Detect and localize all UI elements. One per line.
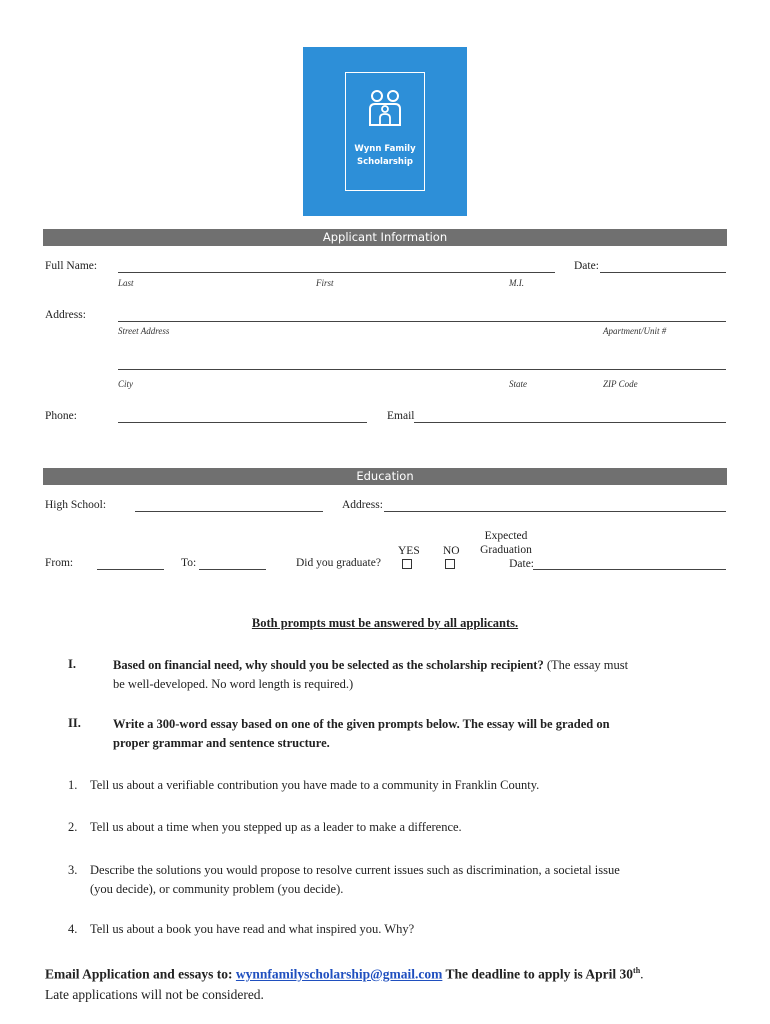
list-item-1-number: 1.	[68, 778, 78, 792]
apartment-caption: Apartment/Unit #	[603, 326, 667, 336]
first-name-caption: First	[316, 278, 334, 288]
city-state-zip-field[interactable]	[118, 369, 726, 370]
phone-field[interactable]	[118, 422, 367, 423]
address-label: Address:	[45, 309, 86, 321]
date-label: Date:	[574, 260, 599, 272]
section-header-applicant: Applicant Information	[43, 229, 727, 246]
logo-line-2: Scholarship	[356, 157, 413, 167]
list-item-2-number: 2.	[68, 820, 78, 834]
contact-email-link[interactable]: wynnfamilyscholarship@gmail.com	[235, 966, 443, 982]
from-label: From:	[45, 557, 74, 569]
street-address-field[interactable]	[118, 321, 726, 322]
list-item-3-text	[90, 861, 730, 899]
prompt-2-bold-a: Write a 300-word essay based on one of the given prompts below. The essay will be graded on	[113, 717, 610, 731]
prompts-heading: Both prompts must be answered by all applicants.	[251, 616, 519, 630]
graduated-yes-checkbox[interactable]	[402, 559, 412, 569]
graduate-question: Did you graduate?	[296, 557, 381, 569]
high-school-field[interactable]	[135, 511, 323, 512]
footer-late-notice: Late applications will not be considered.	[45, 986, 264, 1002]
list-item-3-number: 3.	[68, 863, 78, 877]
school-address-field[interactable]	[384, 511, 726, 512]
prompt-1-numeral: I.	[68, 657, 76, 671]
yes-label: YES	[398, 545, 420, 557]
middle-initial-caption: M.I.	[509, 278, 524, 288]
email-field[interactable]	[414, 422, 726, 423]
to-field[interactable]	[199, 569, 266, 570]
prompt-2-bold-b: proper grammar and sentence structure.	[113, 736, 330, 750]
list-item-4-number: 4.	[68, 922, 78, 936]
city-caption: City	[118, 379, 133, 389]
expected-graduation-label	[478, 529, 534, 571]
list-item-2-text: Tell us about a time when you stepped up as a leader to make a difference.	[90, 820, 462, 834]
email-label: Email	[387, 410, 415, 422]
zip-caption: ZIP Code	[603, 379, 638, 389]
expected-line-1: Expected	[484, 530, 528, 542]
logo-text	[303, 143, 467, 169]
to-label: To:	[181, 557, 197, 569]
prompt-1-text	[113, 656, 728, 694]
expected-line-2: Graduation	[480, 544, 532, 556]
school-address-label: Address:	[342, 499, 383, 511]
footer-deadline-end: .	[640, 966, 644, 982]
prompt-1-bold: Based on financial need, why should you be selected as the scholarship recipient?	[113, 658, 544, 672]
footer-email-prefix: Email Application and essays to:	[45, 966, 236, 982]
scholarship-logo	[303, 47, 467, 216]
graduated-no-checkbox[interactable]	[445, 559, 455, 569]
logo-line-1: Wynn Family	[354, 144, 416, 154]
full-name-field[interactable]	[118, 272, 555, 273]
prompt-1-normal-a: (The essay must	[543, 658, 629, 672]
full-name-label: Full Name:	[45, 260, 98, 272]
street-address-caption: Street Address	[118, 326, 170, 336]
prompt-2-text	[113, 715, 728, 753]
state-caption: State	[509, 379, 527, 389]
footer-deadline: The deadline to apply is April 30	[442, 966, 634, 982]
no-label: NO	[443, 545, 460, 557]
list-item-3-line-a: Describe the solutions you would propose to resolve current issues such as discrimination, a societal issue	[90, 863, 620, 877]
section-header-education: Education	[43, 468, 727, 485]
list-item-4-text: Tell us about a book you have read and what inspired you. Why?	[90, 922, 415, 936]
phone-label: Phone:	[45, 410, 77, 422]
from-field[interactable]	[97, 569, 164, 570]
prompt-2-numeral: II.	[68, 716, 81, 730]
list-item-3-line-b: (you decide), or community problem (you decide).	[90, 882, 344, 896]
high-school-label: High School:	[45, 499, 107, 511]
footer	[45, 961, 745, 1005]
date-field[interactable]	[600, 272, 726, 273]
list-item-1-text: Tell us about a verifiable contribution you have made to a community in Franklin County.	[90, 778, 540, 792]
prompt-1-normal-b: be well-developed. No word length is required.)	[113, 677, 354, 691]
family-icon	[367, 89, 403, 129]
expected-graduation-field[interactable]	[533, 569, 726, 570]
expected-line-3: Date:	[509, 558, 534, 570]
footer-deadline-sup: th	[633, 966, 641, 975]
last-name-caption: Last	[118, 278, 134, 288]
